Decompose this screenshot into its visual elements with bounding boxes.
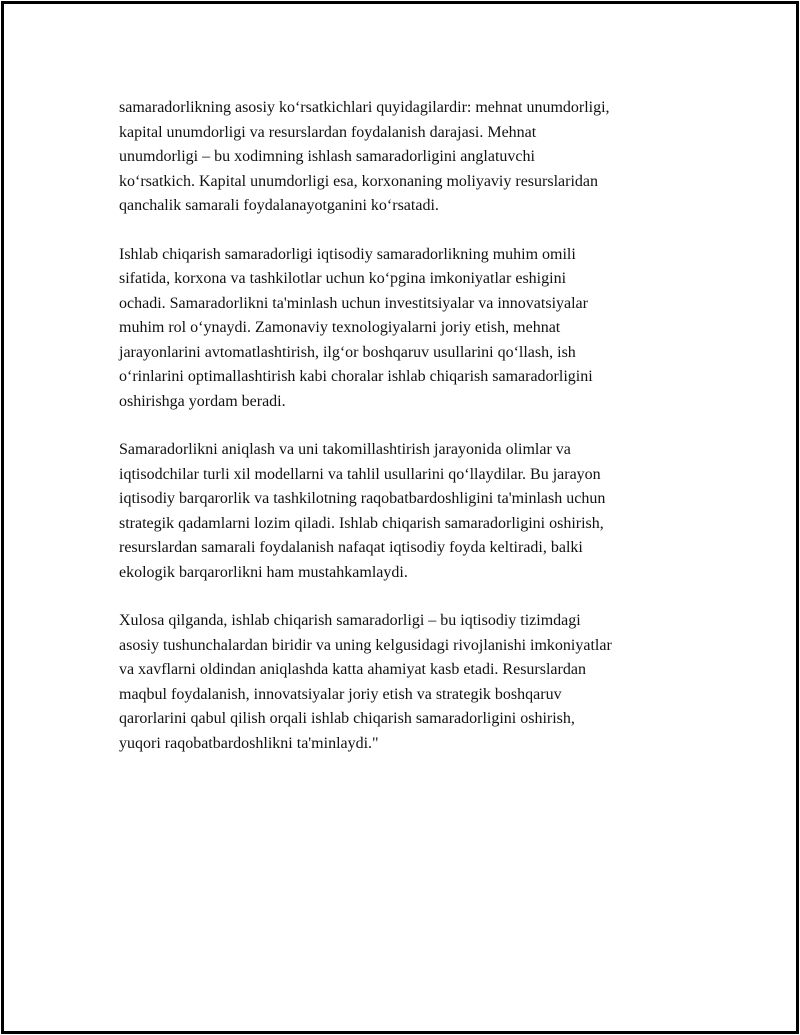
text-line: Samaradorlikni aniqlash va uni takomillashtirish jarayonida olimlar va xyxy=(119,441,571,458)
text-line: iqtisodiy barqarorlik va tashkilotning raqobatbardoshligini ta'minlash uchun xyxy=(119,490,606,507)
text-line: samaradorlikning asosiy ko‘rsatkichlari quyidagilardir: mehnat unumdorligi, xyxy=(119,99,610,116)
text-line: resurslardan samarali foydalanish nafaqat iqtisodiy foyda keltiradi, balki xyxy=(119,539,583,556)
text-line: iqtisodchilar turli xil modellarni va tahlil usullarini qo‘llaydilar. Bu jarayon xyxy=(119,465,601,483)
text-line: yuqori raqobatbardoshlikni ta'minlaydi." xyxy=(119,734,379,752)
paragraph-1 xyxy=(119,96,699,219)
text-line: qarorlarini qabul qilish orqali ishlab chiqarish samaradorligini oshirish, xyxy=(119,710,575,727)
paragraph-4 xyxy=(119,609,699,756)
document-body xyxy=(119,96,699,780)
paragraph-2 xyxy=(119,243,699,415)
text-line: unumdorligi – bu xodimning ishlash samaradorligini anglatuvchi xyxy=(119,148,535,165)
text-line: jarayonlarini avtomatlashtirish, ilg‘or boshqaruv usullarini qo‘llash, ish xyxy=(119,343,576,361)
document-page xyxy=(1,1,799,1034)
text-line: maqbul foydalanish, innovatsiyalar joriy etish va strategik boshqaruv xyxy=(119,685,562,703)
text-line: ochadi. Samaradorlikni ta'minlash uchun investitsiyalar va innovatsiyalar xyxy=(119,294,588,312)
text-line: asosiy tushunchalardan biridir va uning kelgusidagi rivojlanishi imkoniyatlar xyxy=(119,636,612,654)
text-line: ko‘rsatkich. Kapital unumdorligi esa, korxonaning moliyaviy resurslaridan xyxy=(119,172,598,190)
text-line: Xulosa qilganda, ishlab chiqarish samaradorligi – bu iqtisodiy tizimdagi xyxy=(119,612,581,629)
paragraph-3 xyxy=(119,438,699,585)
text-line: oshirishga yordam beradi. xyxy=(119,392,286,410)
text-line: Ishlab chiqarish samaradorligi iqtisodiy samaradorlikning muhim omili xyxy=(119,245,576,263)
text-line: muhim rol o‘ynaydi. Zamonaviy texnologiyalarni joriy etish, mehnat xyxy=(119,319,561,336)
text-line: sifatida, korxona va tashkilotlar uchun ko‘pgina imkoniyatlar eshigini xyxy=(119,270,567,287)
text-line: o‘rinlarini optimallashtirish kabi choralar ishlab chiqarish samaradorligini xyxy=(119,368,593,385)
text-line: strategik qadamlarni lozim qiladi. Ishlab chiqarish samaradorligini oshirish, xyxy=(119,514,604,532)
text-line: kapital unumdorligi va resurslardan foydalanish darajasi. Mehnat xyxy=(119,123,537,141)
text-line: qanchalik samarali foydalanayotganini ko‘rsatadi. xyxy=(119,197,439,214)
text-line: va xavflarni oldindan aniqlashda katta ahamiyat kasb etadi. Resurslardan xyxy=(119,661,586,678)
text-line: ekologik barqarorlikni ham mustahkamlaydi. xyxy=(119,563,408,581)
